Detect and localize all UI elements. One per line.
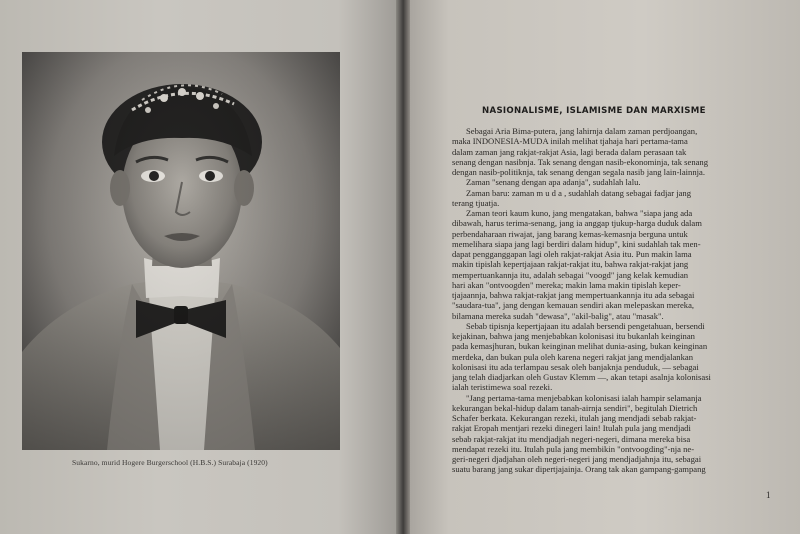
text-line: Zaman teori kaum kuno, jang mengatakan, bahwa "siapa jang ada: [466, 208, 693, 218]
text-line: senang dengan nasibnja. Tak senang dengan nasib-ekonominja, tak senang: [452, 156, 709, 167]
text-line: suatu barang jang sukar dipertjajainja. Orang tak akan gampang-gampang: [452, 464, 706, 475]
text-line: dalam zaman jang rakjat-rakjat Asia, lagi berada dalam perasaan tak: [452, 146, 687, 157]
text-line: tjajaannja, bahwa rakjat-rakjat jang mempertuankannja itu ada sebagai: [452, 290, 695, 300]
chapter-title: NASIONALISME, ISLAMISME DAN MARXISME: [482, 106, 706, 116]
text-line: dapat pengganggapan lagi oleh rakjat-rakjat Asia itu. Pun makin lama: [452, 249, 692, 259]
text-line: perbendaharaan riwajat, jang barang kemas-kemasnja berguna untuk: [452, 228, 688, 239]
text-line: ialah teristimewa soal rezeki.: [452, 382, 553, 393]
text-line: terang tjuatja.: [452, 197, 500, 208]
text-line: maka INDONESIA-MUDA inilah melihat tjahaja hari pertama-tama: [452, 136, 688, 147]
photo-caption: Sukarno, murid Hogere Burgerschool (H.B.S.) Surabaja (1920): [72, 458, 268, 467]
text-line: Sebagai Aria Bima-putera, jang lahirnja dalam zaman perdjoangan,: [466, 126, 698, 136]
text-line: Zaman baru: zaman m u d a , sudahlah datang sebagai fadjar jang: [466, 187, 692, 198]
text-line: pada kemasjhuran, bukan keinginan melihat dunia-asing, bukan keinginan: [452, 341, 708, 352]
left-page: [0, 0, 398, 534]
photo-shading: [22, 52, 340, 450]
text-line: mempertuankannja itu, adalah sebagai "voogd" jang kelak kemudian: [452, 269, 689, 280]
text-line: kekurangan bekal-hidup dalam tanah-airnja sendiri", begitulah Dietrich: [452, 402, 698, 413]
body-text: [452, 126, 774, 475]
text-line: dengan nasib-politiknja, tak senang dengan segala nasib jang lain-lainnja.: [452, 167, 705, 177]
text-line: "saudara-tua", jang dengan kemauan sendiri akan melepaskan mereka,: [452, 300, 695, 311]
text-line: kolonisasi itu ada terlampau sesak oleh banjaknja penduduk, — sebagai: [452, 361, 699, 372]
page-number: 1: [766, 490, 771, 500]
text-line: geri-negeri djadjahan oleh negeri-negeri jang mendjadjahnja itu, sebagai: [452, 454, 702, 464]
text-line: sebab rakjat-rakjat itu mendjadjah negeri-negeri, dimana mereka bisa: [452, 433, 691, 444]
text-line: Sebab tipisnja kepertjajaan itu adalah bersendi pengetahuan, bersendi: [466, 320, 705, 331]
text-line: Schafer berkata. Kekurangan rezeki, itulah jang mendjadi sebab rakjat-: [452, 413, 697, 423]
text-line: mendapat rezeki itu. Itulah pula jang membikin "ontvoogding"-nja ne-: [452, 443, 695, 454]
text-line: bilamana mereka sudah "dewasa", "akil-balig", atau "masak".: [452, 310, 664, 321]
text-line: "Jang pertama-tama menjebabkan kolonisasi ialah hampir selamanja: [466, 392, 702, 403]
text-line: Zaman "senang dengan apa adanja", sudahlah lalu.: [466, 177, 641, 188]
text-line: makin tipislah kepertjajaan rakjat-rakjat itu, bahwa rakjat-rakjat jang: [452, 259, 689, 270]
text-line: rakjat Eropah mentjari rezeki dinegeri lain! Itulah pula jang mendjadi: [452, 423, 691, 434]
text-line: kejakinan, bahwa jang menjebabkan kolonisasi itu bukanlah keinginan: [452, 331, 695, 341]
text-line: hari akan "ontvoogden" mereka; makin lama makin tipislah keper-: [452, 279, 681, 290]
portrait-photo: [22, 52, 340, 450]
text-line: memelihara siapa jang lagi berdiri dalam hidup", kini sudahlah tak men-: [452, 238, 701, 249]
text-line: dibawah, harus terima-senang, jang ia anggap tjukup-harga duduk dalam: [452, 218, 702, 229]
text-line: merdeka, dan bukan pula oleh karena negeri rakjat jang mendjalankan: [452, 351, 693, 362]
text-line: jang telah diadjarkan oleh Gustav Klemm —, akan tetapi asalnja kolonisasi: [452, 372, 711, 382]
